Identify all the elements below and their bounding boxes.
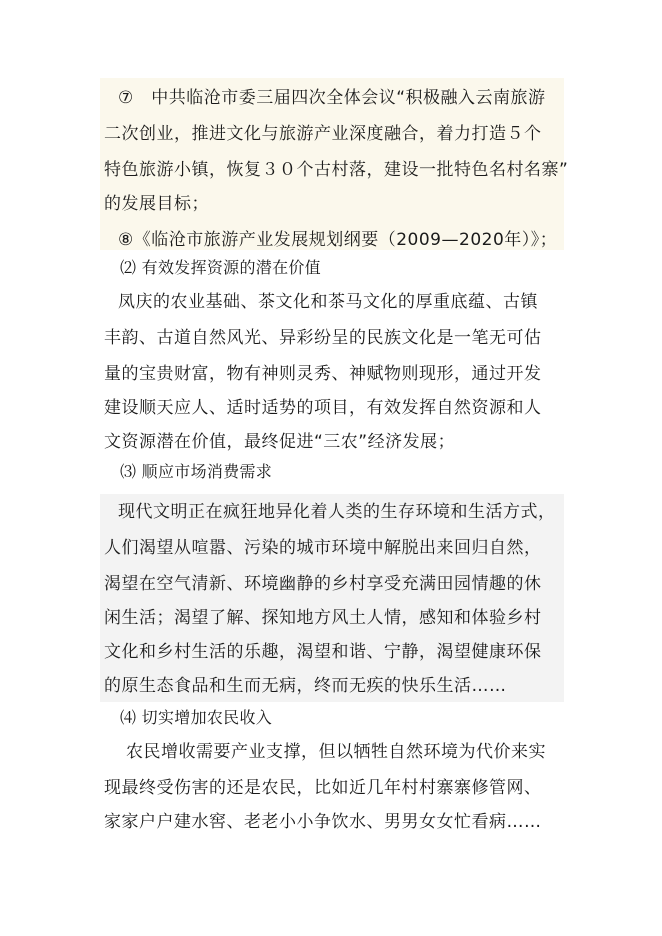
item7-line-2: 二次创业，推进文化与旅游产业深度融合，着力打造５个 bbox=[104, 124, 542, 144]
para2-line-1: 凤庆的农业基础、茶文化和茶马文化的厚重底蕴、古镇 bbox=[118, 292, 538, 312]
section-heading-3: ⑶ 顺应市场消费需求 bbox=[120, 462, 273, 481]
item7-line-3: 特色旅游小镇，恢复３０个古村落，建设一批特色名村名寨” bbox=[104, 160, 569, 180]
highlight-block-para3 bbox=[100, 494, 564, 702]
para3-line-5: 文化和乡村生活的乐趣，渴望和谐、宁静，渴望健康环保 bbox=[104, 642, 542, 662]
para3-line-2: 人们渴望从喧嚣、污染的城市环境中解脱出来回归自然， bbox=[104, 538, 542, 558]
section-heading-4: ⑷ 切实增加农民收入 bbox=[120, 708, 273, 727]
para3-line-3: 渴望在空气清新、环境幽静的乡村享受充满田园情趣的休 bbox=[104, 574, 542, 594]
item7-line-1: ⑦ 中共临沧市委三届四次全体会议“积极融入云南旅游 bbox=[118, 88, 546, 108]
item8-line: ⑧《临沧市旅游产业发展规划纲要（2009—2020年）》； bbox=[118, 230, 558, 250]
para3-line-1: 现代文明正在疯狂地异化着人类的生存环境和生活方式， bbox=[118, 502, 556, 522]
para3-line-4: 闲生活；渴望了解、探知地方风土人情，感知和体验乡村 bbox=[104, 608, 542, 628]
para2-line-3: 量的宝贵财富，物有神则灵秀、神赋物则现形，通过开发 bbox=[104, 364, 542, 384]
para2-line-5: 文资源潜在价值，最终促进“三农”经济发展； bbox=[104, 432, 456, 452]
para4-line-2: 现最终受伤害的还是农民，比如近几年村村寨寨修管网、 bbox=[104, 778, 542, 798]
para2-line-2: 丰韵、古道自然风光、异彩纷呈的民族文化是一笔无可估 bbox=[104, 328, 542, 348]
para2-line-4: 建设顺天应人、适时适势的项目，有效发挥自然资源和人 bbox=[104, 398, 542, 418]
para4-line-1: 农民增收需要产业支撑，但以牺牲自然环境为代价来实 bbox=[126, 742, 546, 762]
item7-line-4: 的发展目标； bbox=[104, 194, 209, 214]
section-heading-2: ⑵ 有效发挥资源的潜在价值 bbox=[120, 258, 321, 277]
para4-line-3: 家家户户建水窖、老老小小争饮水、男男女女忙看病…… bbox=[104, 812, 542, 832]
para3-line-6: 的原生态食品和生而无病，终而无疾的快乐生活…… bbox=[104, 676, 507, 696]
